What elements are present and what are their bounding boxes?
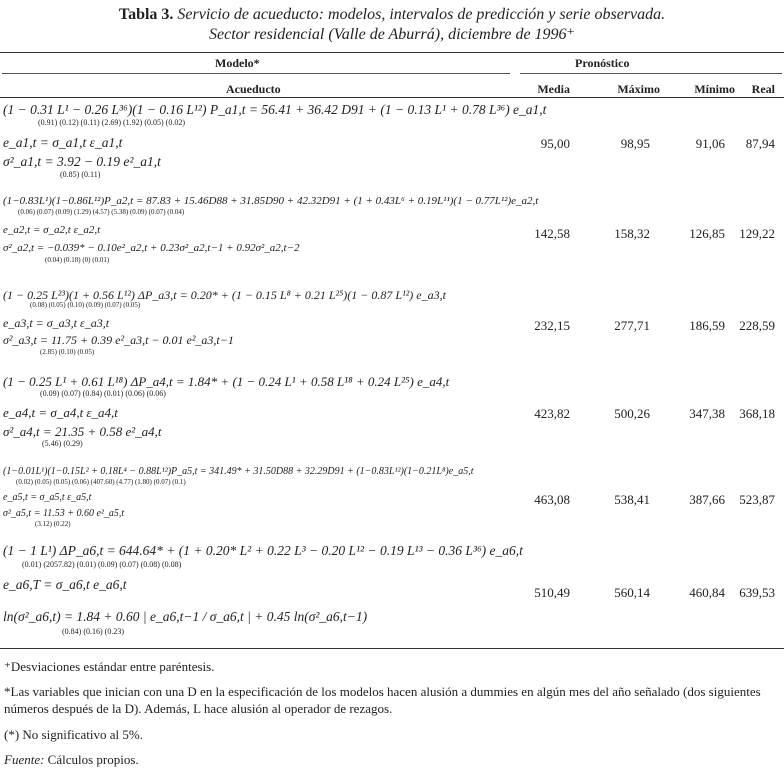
equation-main: (1−0.01L¹)(1−0.15L² + 0.18L⁴ − 0.88L¹²)P_a5,t = 341.49* + 31.50D88 + 32.29D91 + (1−0.83L¹²)(1−0.21L⁸)e_a5,t <box>3 466 474 477</box>
std-errors: (0.02) (0.05) (0.05) (0.06) (407.60) (4.77) (1.80) (0.07) (0.1) <box>16 478 186 486</box>
note-nonsig: (*) No significativo al 5%. <box>4 727 143 742</box>
header-model: Modelo* <box>215 56 260 70</box>
note-dummies: *Las variables que inician con una D en la especificación de los modelos hacen alusión a dummies en algún mes del año señalado (dos siguientes números después de la D). Además, L hace alusión al operador de rezagos. <box>4 684 761 716</box>
rule-forecast <box>520 73 782 74</box>
table-row <box>0 102 784 182</box>
cell-min: 347,38 <box>689 406 725 421</box>
std-errors: (0.91) (0.12) (0.11) (2.69) (1.92) (0.05) (0.02) <box>38 118 185 127</box>
cell-max: 560,14 <box>614 585 650 600</box>
table-row <box>0 543 784 648</box>
cell-min: 126,85 <box>689 226 725 241</box>
std-errors: (0.06) (0.07) (0.09) (1.29) (4.57) (5.38) (0.09) (0.07) (0.04) <box>18 208 185 216</box>
equation-error: e_a2,t = σ_a2,t ε_a2,t <box>3 224 101 236</box>
table-row <box>0 195 784 275</box>
std-errors: (2.85) (0.10) (0.05) <box>40 348 95 356</box>
cell-max: 277,71 <box>614 318 650 333</box>
cell-media: 423,82 <box>534 406 570 421</box>
cell-min: 460,84 <box>689 585 725 600</box>
std-errors: (0.85) (0.11) <box>60 170 101 179</box>
std-errors: (5.46) (0.29) <box>42 439 83 448</box>
cell-max: 158,32 <box>614 226 650 241</box>
cell-media: 142,58 <box>534 226 570 241</box>
equation-variance: σ²_a5,t = 11.53 + 0.60 e²_a5,t <box>3 508 125 519</box>
note-std: ⁺Desviaciones estándar entre paréntesis. <box>4 659 215 674</box>
cell-min: 186,59 <box>689 318 725 333</box>
source-label: Fuente: <box>4 752 45 767</box>
equation-error: e_a6,T = σ_a6,t e_a6,t <box>3 577 127 592</box>
cell-max: 538,41 <box>614 492 650 507</box>
equation-main: (1 − 1 L¹) ΔP_a6,t = 644.64* + (1 + 0.20* L² + 0.22 L³ − 0.20 L¹² − 0.19 L¹³ − 0.36 L³⁶) e_a6,t <box>3 543 523 558</box>
equation-variance: σ²_a2,t = −0.039* − 0.10e²_a2,t + 0.23σ²_a2,t−1 + 0.92σ²_a2,t−2 <box>3 242 300 254</box>
header-real: Real <box>751 82 775 96</box>
cell-real: 523,87 <box>739 492 775 507</box>
equation-main: (1−0.83L¹)(1−0.86L¹²)P_a2,t = 87.83 + 15.46D88 + 31.85D90 + 42.32D91 + (1 + 0.43L⁶ + 0.19L¹¹)(1 − 0.77L¹²)e_a2,t <box>3 195 539 207</box>
cell-real: 87,94 <box>745 136 775 151</box>
cell-media: 232,15 <box>534 318 570 333</box>
table-title <box>0 0 784 45</box>
header-max: Máximo <box>617 82 660 96</box>
equation-error: e_a4,t = σ_a4,t ε_a4,t <box>3 405 118 420</box>
equation-error: e_a3,t = σ_a3,t ε_a3,t <box>3 316 110 330</box>
cell-real: 228,59 <box>739 318 775 333</box>
header-min: Mínimo <box>694 82 735 96</box>
cell-max: 98,95 <box>620 136 650 151</box>
std-errors: (0.09) (0.07) (0.84) (0.01) (0.06) (0.06) <box>40 389 166 398</box>
equation-variance: σ²_a3,t = 11.75 + 0.39 e²_a3,t − 0.01 e²_a3,t−1 <box>3 333 234 347</box>
header-media: Media <box>537 82 570 96</box>
table-row <box>0 466 784 536</box>
table-label: Tabla 3. <box>118 6 174 23</box>
std-errors: (3.12) (0.22) <box>35 520 71 528</box>
equation-error: e_a5,t = σ_a5,t ε_a5,t <box>3 492 92 503</box>
std-errors: (0.01) (2057.82) (0.01) (0.09) (0.07) (0.08) (0.08) <box>22 560 182 569</box>
cell-media: 510,49 <box>534 585 570 600</box>
table-row <box>0 374 784 449</box>
equation-error: e_a1,t = σ_a1,t ε_a1,t <box>3 135 123 150</box>
cell-real: 368,18 <box>739 406 775 421</box>
equation-variance: σ²_a4,t = 21.35 + 0.58 e²_a4,t <box>3 424 162 439</box>
top-rule <box>0 52 784 53</box>
cell-media: 463,08 <box>534 492 570 507</box>
cell-min: 387,66 <box>689 492 725 507</box>
cell-min: 91,06 <box>695 136 725 151</box>
title-line1: Servicio de acueducto: modelos, intervalos de predicción y serie observada. <box>177 6 666 23</box>
header-forecast: Pronóstico <box>575 56 630 70</box>
rule-model <box>2 73 510 74</box>
title-line2: Sector residencial (Valle de Aburrá), diciembre de 1996⁺ <box>209 26 575 43</box>
note-source <box>4 751 780 768</box>
std-errors: (0.04) (0.18) (0) (0.01) <box>45 256 110 264</box>
header-rule <box>0 97 784 98</box>
equation-variance: ln(σ²_a6,t) = 1.84 + 0.60 | e_a6,t−1 / σ_a6,t | + 0.45 ln(σ²_a6,t−1) <box>3 609 368 624</box>
header-aqueduct: Acueducto <box>226 82 281 96</box>
std-errors: (0.84) (0.16) (0.23) <box>62 627 124 636</box>
cell-real: 129,22 <box>739 226 775 241</box>
source-text: Cálculos propios. <box>47 752 139 767</box>
cell-media: 95,00 <box>540 136 570 151</box>
equation-main: (1 − 0.25 L¹ + 0.61 L¹⁸) ΔP_a4,t = 1.84* + (1 − 0.24 L¹ + 0.58 L¹⁸ + 0.24 L²⁵) e_a4,t <box>3 374 450 389</box>
table-row <box>0 288 784 358</box>
equation-main: (1 − 0.31 L¹ − 0.26 L³⁶)(1 − 0.16 L¹²) P_a1,t = 56.41 + 36.42 D91 + (1 − 0.13 L¹ + 0.78 L³⁶) e_a1,t <box>3 102 547 117</box>
std-errors: (0.08) (0.05) (0.10) (0.09) (0.07) (0.05) <box>30 301 141 309</box>
cell-real: 639,53 <box>739 585 775 600</box>
equation-main: (1 − 0.25 L²³)(1 + 0.56 L¹²) ΔP_a3,t = 0.20* + (1 − 0.15 L⁸ + 0.21 L²⁵)(1 − 0.87 L¹²) e_a3,t <box>3 288 446 302</box>
cell-max: 500,26 <box>614 406 650 421</box>
equation-variance: σ²_a1,t = 3.92 − 0.19 e²_a1,t <box>3 154 161 169</box>
bottom-rule <box>0 648 784 649</box>
